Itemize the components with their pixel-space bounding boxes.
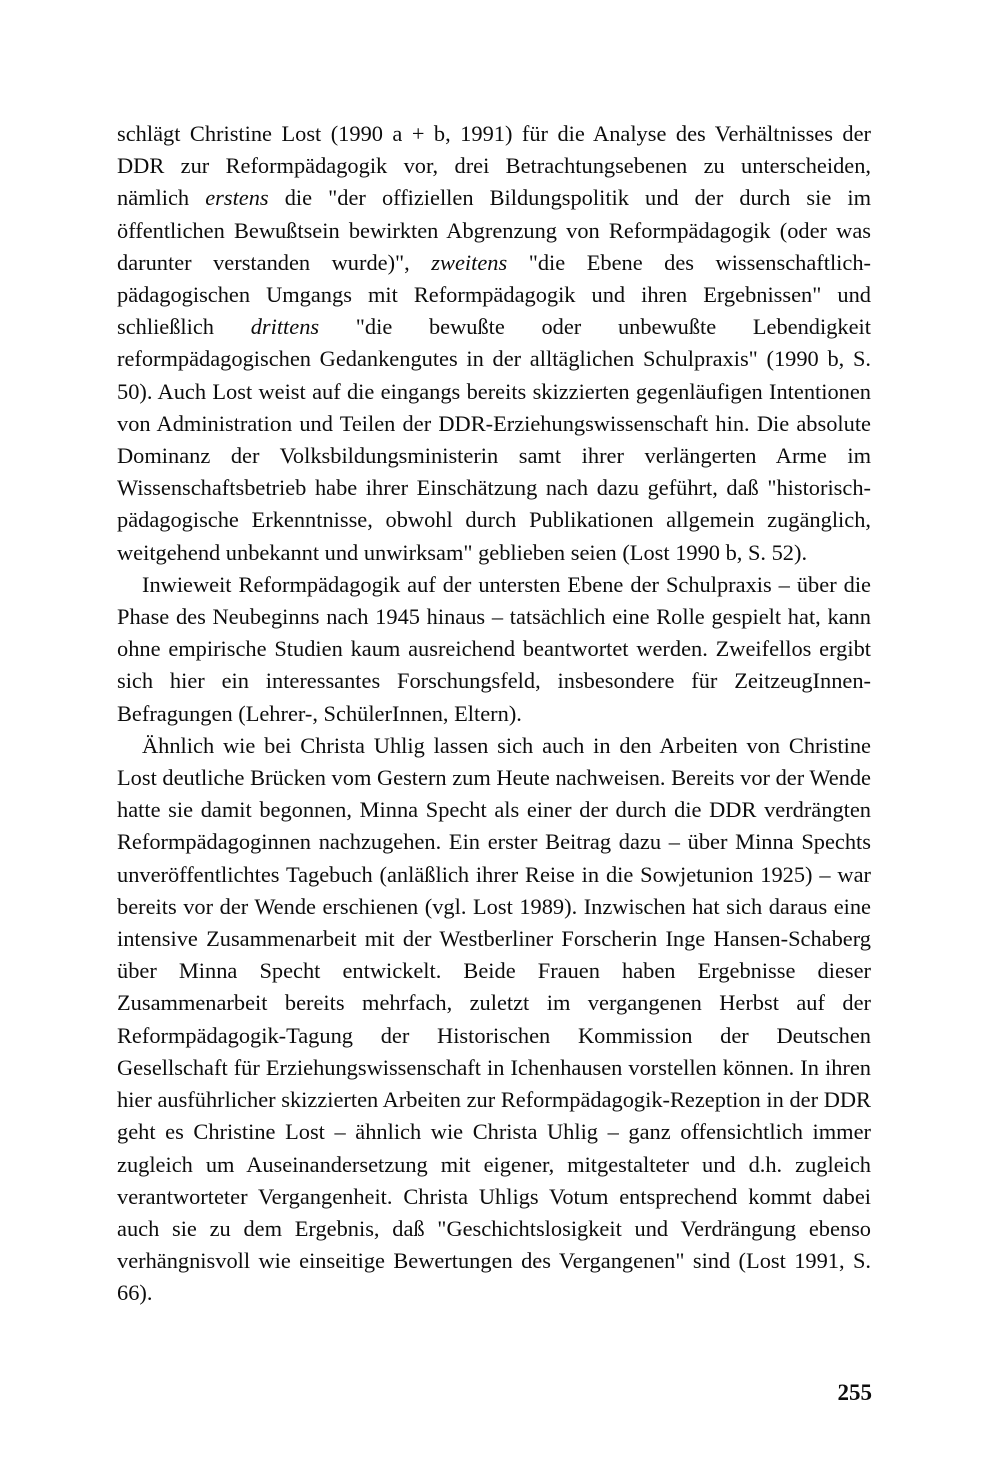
paragraph-1-text: "die Ebene des wissenschaftlich-pädagogischen Umgangs mit Reformpädagogik und ihren Ergebnissen" und schließlich (117, 249, 871, 340)
body-text (117, 118, 871, 1310)
paragraph-2-text: Inwieweit Reformpädagogik auf der untersten Ebene der Schulpraxis – über die Phase des Neubeginns nach 1945 hinaus – tatsächlich eine Rolle gespielt hat, kann ohne empirische Studien kaum ausreichend beantwortet werden. Zweifellos ergibt sich hier ein interessantes Forschungsfeld, insbesondere für ZeitzeugInnen-Befragungen (Lehrer-, SchülerInnen, Eltern). (117, 571, 871, 726)
paragraph-3 (117, 730, 871, 1310)
emphasis-drittens: drittens (250, 314, 320, 340)
paragraph-1 (117, 118, 871, 569)
paragraph-3-text: Ähnlich wie bei Christa Uhlig lassen sich auch in den Arbeiten von Christine Lost deutliche Brücken vom Gestern zum Heute nachweisen. Bereits vor der Wende hatte sie damit begonnen, Minna Specht als einer der durch die DDR verdrängten Reformpädagoginnen nachzugehen. Ein erster Beitrag dazu – über Minna Spechts unveröffentlichtes Tagebuch (anläßlich ihrer Reise in die Sowjetunion 1925) – war bereits vor der Wende erschienen (vgl. Lost 1989). Inzwischen hat sich daraus eine intensive Zusammenarbeit mit der Westberliner Forscherin Inge Hansen-Schaberg über Minna Specht entwickelt. Beide Frauen haben Ergebnisse dieser Zusammenarbeit bereits mehrfach, zuletzt im vergangenen Herbst auf der Reformpädagogik-Tagung der Historischen Kommission der Deutschen Gesellschaft für Erziehungswissenschaft in Ichenhausen vorstellen können. In ihren hier ausführlicher skizzierten Arbeiten zur Reformpädagogik-Rezeption in der DDR geht es Christine Lost – ähnlich wie Christa Uhlig – ganz offensichtlich immer zugleich um Auseinandersetzung mit eigener, mitgestalteter und d.h. zugleich verantworteter Vergangenheit. Christa Uhligs Votum entsprechend kommt dabei auch sie zu dem Ergebnis, daß "Geschichtslosigkeit und Verdrängung ebenso verhängnisvoll wie einseitige Bewertungen des Vergangenen" sind (Lost 1991, S. 66). (117, 732, 871, 1306)
paragraph-2 (117, 569, 871, 730)
paragraph-1-text: die "der offiziellen Bildungspolitik und der durch sie im öffentlichen Bewußtsein bewirkten Abgrenzung von Reformpädagogik (oder was darunter verstanden wurde)", (117, 185, 871, 275)
page-number: 255 (837, 1380, 872, 1405)
paragraph-1-text: schlägt Christine Lost (1990 a + b, 1991) für die Analyse des Verhältnisses der DDR zur Reformpädagogik vor, drei Betrachtungsebenen zu unterscheiden, nämlich (117, 121, 871, 211)
paragraph-1-text: "die bewußte oder unbewußte Lebendigkeit reformpädagogischen Gedankengutes in der alltäglichen Schulpraxis" (1990 b, S. 50). Auch Lost weist auf die eingangs bereits skizzierten gegenläufigen Intentionen von Administration und Teilen der DDR-Erziehungswissenschaft hin. Die absolute Dominanz der Volksbildungsministerin samt ihrer verlängerten Arme im Wissenschaftsbetrieb habe ihrer Einschätzung nach dazu geführt, daß "historisch-pädagogische Erkenntnisse, obwohl durch Publikationen allgemein zugänglich, weitgehend unbekannt und unwirksam" geblieben seien (Lost 1990 b, S. 52). (117, 314, 871, 565)
emphasis-zweitens: zweitens (431, 249, 508, 275)
emphasis-erstens: erstens (205, 185, 269, 211)
